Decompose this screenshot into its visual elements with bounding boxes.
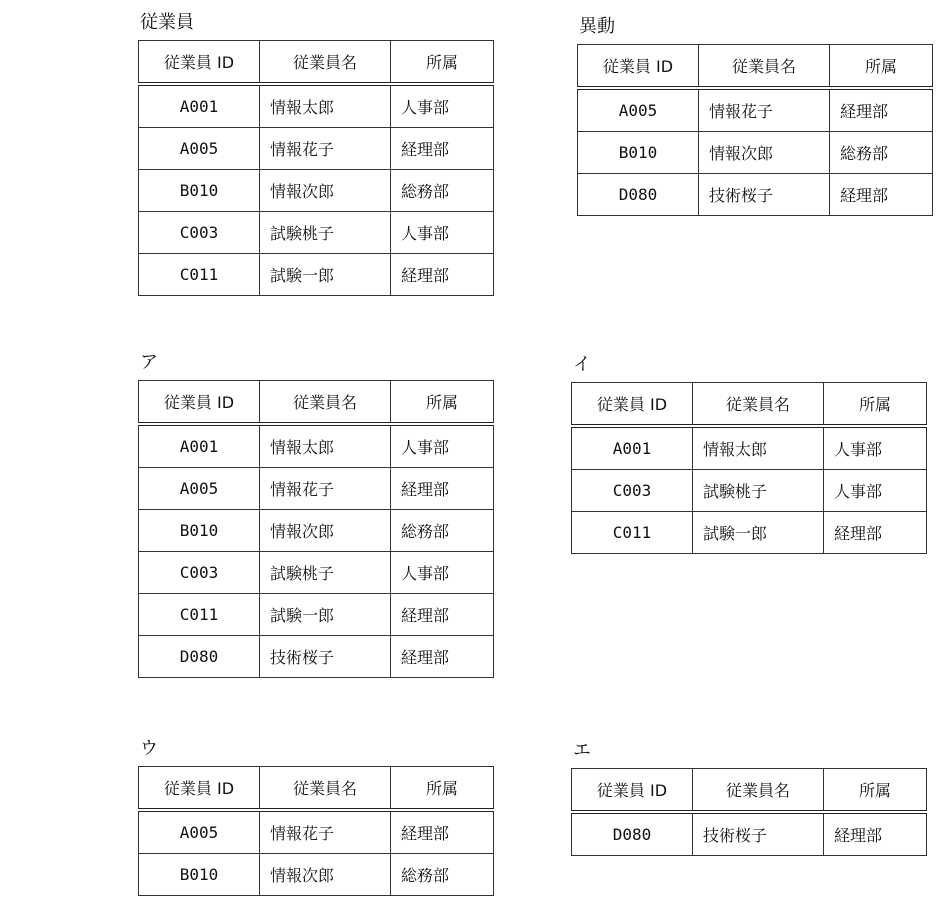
employees-table: [138, 40, 494, 296]
table-row: [139, 170, 494, 212]
employee-name-cell: 技術桜子: [693, 812, 824, 856]
employee-id-cell: C011: [139, 254, 260, 296]
employee-id-cell: C003: [139, 212, 260, 254]
col-employee-id-header: 従業員 ID: [572, 383, 693, 427]
option-u-table: [138, 766, 494, 896]
department-cell: 経理部: [391, 636, 494, 678]
table-row: [572, 426, 927, 470]
table-row: [578, 132, 933, 174]
department-cell: 経理部: [824, 812, 927, 856]
col-department-header: 所属: [391, 41, 494, 85]
employee-id-cell: A001: [139, 424, 260, 468]
option-e-block: [571, 740, 927, 856]
department-cell: 経理部: [830, 174, 933, 216]
header-row: [578, 45, 933, 89]
employee-name-cell: 情報次郎: [260, 854, 391, 896]
col-employee-id-header: 従業員 ID: [139, 381, 260, 425]
option-i-caption: イ: [573, 354, 591, 375]
col-employee-name-header: 従業員名: [693, 383, 824, 427]
option-e-table: [571, 768, 927, 856]
table-row: [139, 84, 494, 128]
employee-name-cell: 情報太郎: [260, 424, 391, 468]
table-row: [578, 88, 933, 132]
employee-name-cell: 試験桃子: [693, 470, 824, 512]
col-employee-name-header: 従業員名: [260, 767, 391, 811]
department-cell: 経理部: [391, 810, 494, 854]
header-row: [139, 381, 494, 425]
table-row: [139, 552, 494, 594]
employee-name-cell: 情報太郎: [693, 426, 824, 470]
department-cell: 経理部: [830, 88, 933, 132]
option-a-table: [138, 380, 494, 678]
department-cell: 人事部: [391, 84, 494, 128]
employee-id-cell: A005: [578, 88, 699, 132]
employee-id-cell: B010: [139, 854, 260, 896]
employee-name-cell: 情報次郎: [260, 510, 391, 552]
employee-id-cell: C011: [572, 512, 693, 554]
employee-id-cell: C011: [139, 594, 260, 636]
department-cell: 経理部: [391, 594, 494, 636]
table-row: [572, 512, 927, 554]
employee-id-cell: A001: [572, 426, 693, 470]
option-i-block: [571, 354, 927, 554]
header-row: [139, 41, 494, 85]
table-row: [578, 174, 933, 216]
employee-name-cell: 情報花子: [699, 88, 830, 132]
table-row: [139, 854, 494, 896]
employee-name-cell: 試験一郎: [693, 512, 824, 554]
employee-name-cell: 試験一郎: [260, 254, 391, 296]
employee-name-cell: 情報花子: [260, 128, 391, 170]
table-row: [139, 128, 494, 170]
employees-caption: 従業員: [140, 12, 194, 33]
employee-id-cell: D080: [572, 812, 693, 856]
employee-name-cell: 情報次郎: [260, 170, 391, 212]
option-u-caption: ウ: [140, 738, 158, 759]
table-row: [139, 424, 494, 468]
table-row: [139, 468, 494, 510]
col-employee-name-header: 従業員名: [260, 381, 391, 425]
header-row: [139, 767, 494, 811]
transfer-table: [577, 44, 933, 216]
department-cell: 総務部: [830, 132, 933, 174]
employee-name-cell: 情報花子: [260, 810, 391, 854]
department-cell: 人事部: [391, 552, 494, 594]
employee-name-cell: 試験桃子: [260, 212, 391, 254]
header-row: [572, 769, 927, 813]
employee-id-cell: D080: [139, 636, 260, 678]
col-employee-name-header: 従業員名: [260, 41, 391, 85]
table-row: [139, 254, 494, 296]
department-cell: 経理部: [391, 254, 494, 296]
table-row: [139, 810, 494, 854]
col-department-header: 所属: [824, 383, 927, 427]
transfer-block: [577, 16, 933, 216]
col-employee-name-header: 従業員名: [693, 769, 824, 813]
department-cell: 人事部: [824, 470, 927, 512]
department-cell: 経理部: [824, 512, 927, 554]
option-a-block: [138, 352, 494, 678]
employee-name-cell: 情報次郎: [699, 132, 830, 174]
option-e-caption: エ: [573, 740, 591, 761]
department-cell: 人事部: [824, 426, 927, 470]
option-a-caption: ア: [140, 352, 158, 373]
employee-id-cell: A005: [139, 468, 260, 510]
header-row: [572, 383, 927, 427]
table-row: [139, 636, 494, 678]
col-employee-id-header: 従業員 ID: [572, 769, 693, 813]
department-cell: 総務部: [391, 170, 494, 212]
employee-id-cell: B010: [139, 170, 260, 212]
col-department-header: 所属: [391, 381, 494, 425]
transfer-caption: 異動: [579, 16, 615, 37]
col-employee-id-header: 従業員 ID: [578, 45, 699, 89]
table-row: [139, 212, 494, 254]
employee-id-cell: C003: [139, 552, 260, 594]
option-i-table: [571, 382, 927, 554]
employee-id-cell: B010: [578, 132, 699, 174]
employee-id-cell: A005: [139, 128, 260, 170]
department-cell: 人事部: [391, 212, 494, 254]
col-employee-name-header: 従業員名: [699, 45, 830, 89]
employee-name-cell: 技術桜子: [260, 636, 391, 678]
department-cell: 経理部: [391, 128, 494, 170]
table-row: [572, 470, 927, 512]
employee-name-cell: 情報太郎: [260, 84, 391, 128]
table-row: [572, 812, 927, 856]
option-u-block: [138, 738, 494, 896]
department-cell: 総務部: [391, 854, 494, 896]
col-department-header: 所属: [830, 45, 933, 89]
department-cell: 人事部: [391, 424, 494, 468]
col-department-header: 所属: [391, 767, 494, 811]
department-cell: 経理部: [391, 468, 494, 510]
col-employee-id-header: 従業員 ID: [139, 41, 260, 85]
employee-id-cell: A001: [139, 84, 260, 128]
employee-name-cell: 試験一郎: [260, 594, 391, 636]
department-cell: 総務部: [391, 510, 494, 552]
table-row: [139, 510, 494, 552]
col-employee-id-header: 従業員 ID: [139, 767, 260, 811]
employee-name-cell: 情報花子: [260, 468, 391, 510]
employee-id-cell: A005: [139, 810, 260, 854]
col-department-header: 所属: [824, 769, 927, 813]
table-row: [139, 594, 494, 636]
employee-name-cell: 技術桜子: [699, 174, 830, 216]
employee-id-cell: C003: [572, 470, 693, 512]
employees-block: [138, 12, 494, 296]
employee-name-cell: 試験桃子: [260, 552, 391, 594]
employee-id-cell: B010: [139, 510, 260, 552]
employee-id-cell: D080: [578, 174, 699, 216]
